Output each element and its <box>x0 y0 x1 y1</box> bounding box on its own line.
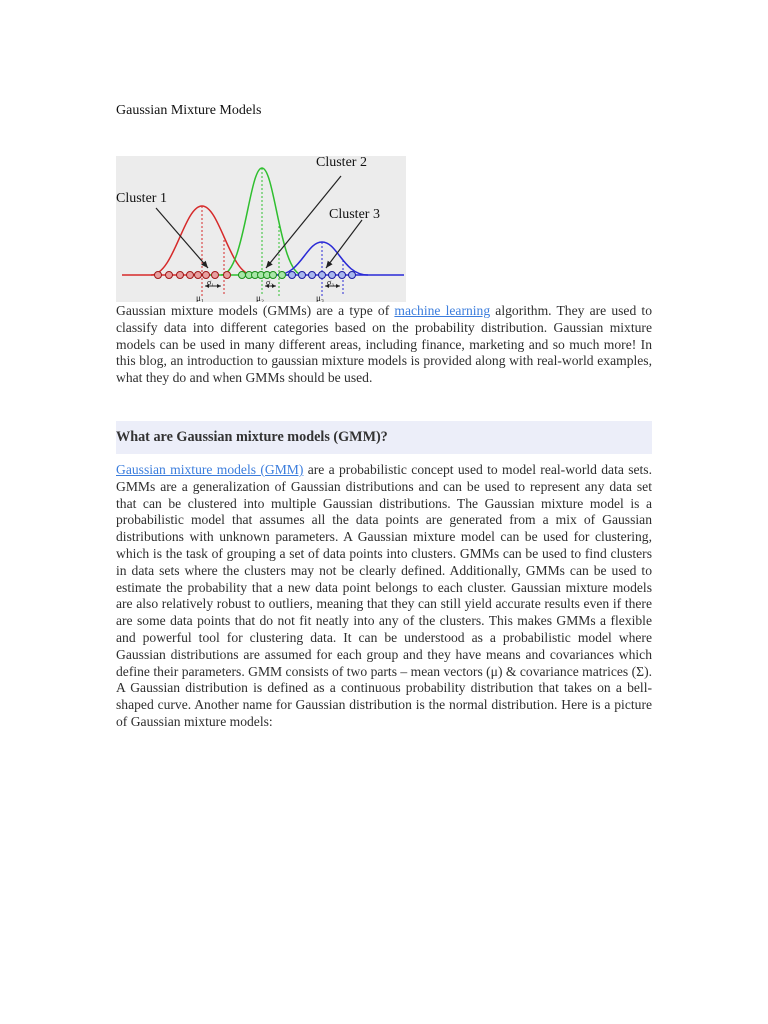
gmm-cluster-illustration <box>116 156 406 302</box>
section-heading-band <box>116 421 652 454</box>
gmm-cluster-figure <box>116 156 406 302</box>
cluster1-label: Cluster 1 <box>116 191 167 206</box>
sigma2-label: σ₂ <box>266 278 274 287</box>
gmm-definition-paragraph <box>116 462 652 731</box>
mu1-label: μ₁ <box>196 293 204 302</box>
sigma3-label: σ₃ <box>327 278 335 287</box>
gmm-definition-text: are a probabilistic concept used to model real-world data sets. GMMs are a generalization of Gaussian distributions and can be used to represent any data set that can be clustered into multiple Gaussian distributions. The Gaussian mixture model is a probabilistic model that assumes all the data points are generated from a mix of Gaussian distributions with unknown parameters. A Gaussian mixture model can be used for clustering, which is the task of grouping a set of data points into clusters. GMMs can be used to find clusters in data sets where the clusters may not be clearly defined. Additionally, GMMs can be used to estimate the probability that a new data point belongs to each cluster. Gaussian mixture models are also relatively robust to outliers, meaning that they can still yield accurate results even if there are some data points that do not fit neatly into any of the clusters. This makes GMMs a flexible and powerful tool for clustering data. It can be understood as a probabilistic model where Gaussian distributions are assumed for each group and they have means and covariances which define their parameters. GMM consists of two parts – mean vectors (μ) & covariance matrices (Σ). A Gaussian distribution is defined as a continuous probability distribution that takes on a bell-shaped curve. Another name for Gaussian distribution is the normal distribution. Here is a picture of Gaussian mixture models: <box>116 462 652 729</box>
cluster2-label: Cluster 2 <box>316 156 367 170</box>
document-title: Gaussian Mixture Models <box>116 103 262 118</box>
machine-learning-link[interactable]: machine learning <box>394 303 491 318</box>
cluster3-points <box>289 272 356 279</box>
intro-text-start: Gaussian mixture models (GMMs) are a type of <box>116 303 395 318</box>
section-heading: What are Gaussian mixture models (GMM)? <box>116 429 388 445</box>
sigma1-label: σ₁ <box>207 278 215 287</box>
mu3-label: μ₃ <box>316 293 324 302</box>
intro-text-end: algorithm. They are used to classify data into different categories based on the probability distribution. Gaussian mixture models can be used in many different areas, including finance, marketing and so much more! In this blog, an introduction to gaussian mixture models is provided along with real-world examples, what they do and when GMMs should be used. <box>116 303 652 386</box>
cluster1-curve <box>151 206 253 275</box>
intro-paragraph <box>116 303 652 387</box>
mu2-label: μ₂ <box>256 293 264 302</box>
cluster3-label: Cluster 3 <box>329 207 380 222</box>
gmm-link[interactable]: Gaussian mixture models (GMM) <box>116 462 304 477</box>
